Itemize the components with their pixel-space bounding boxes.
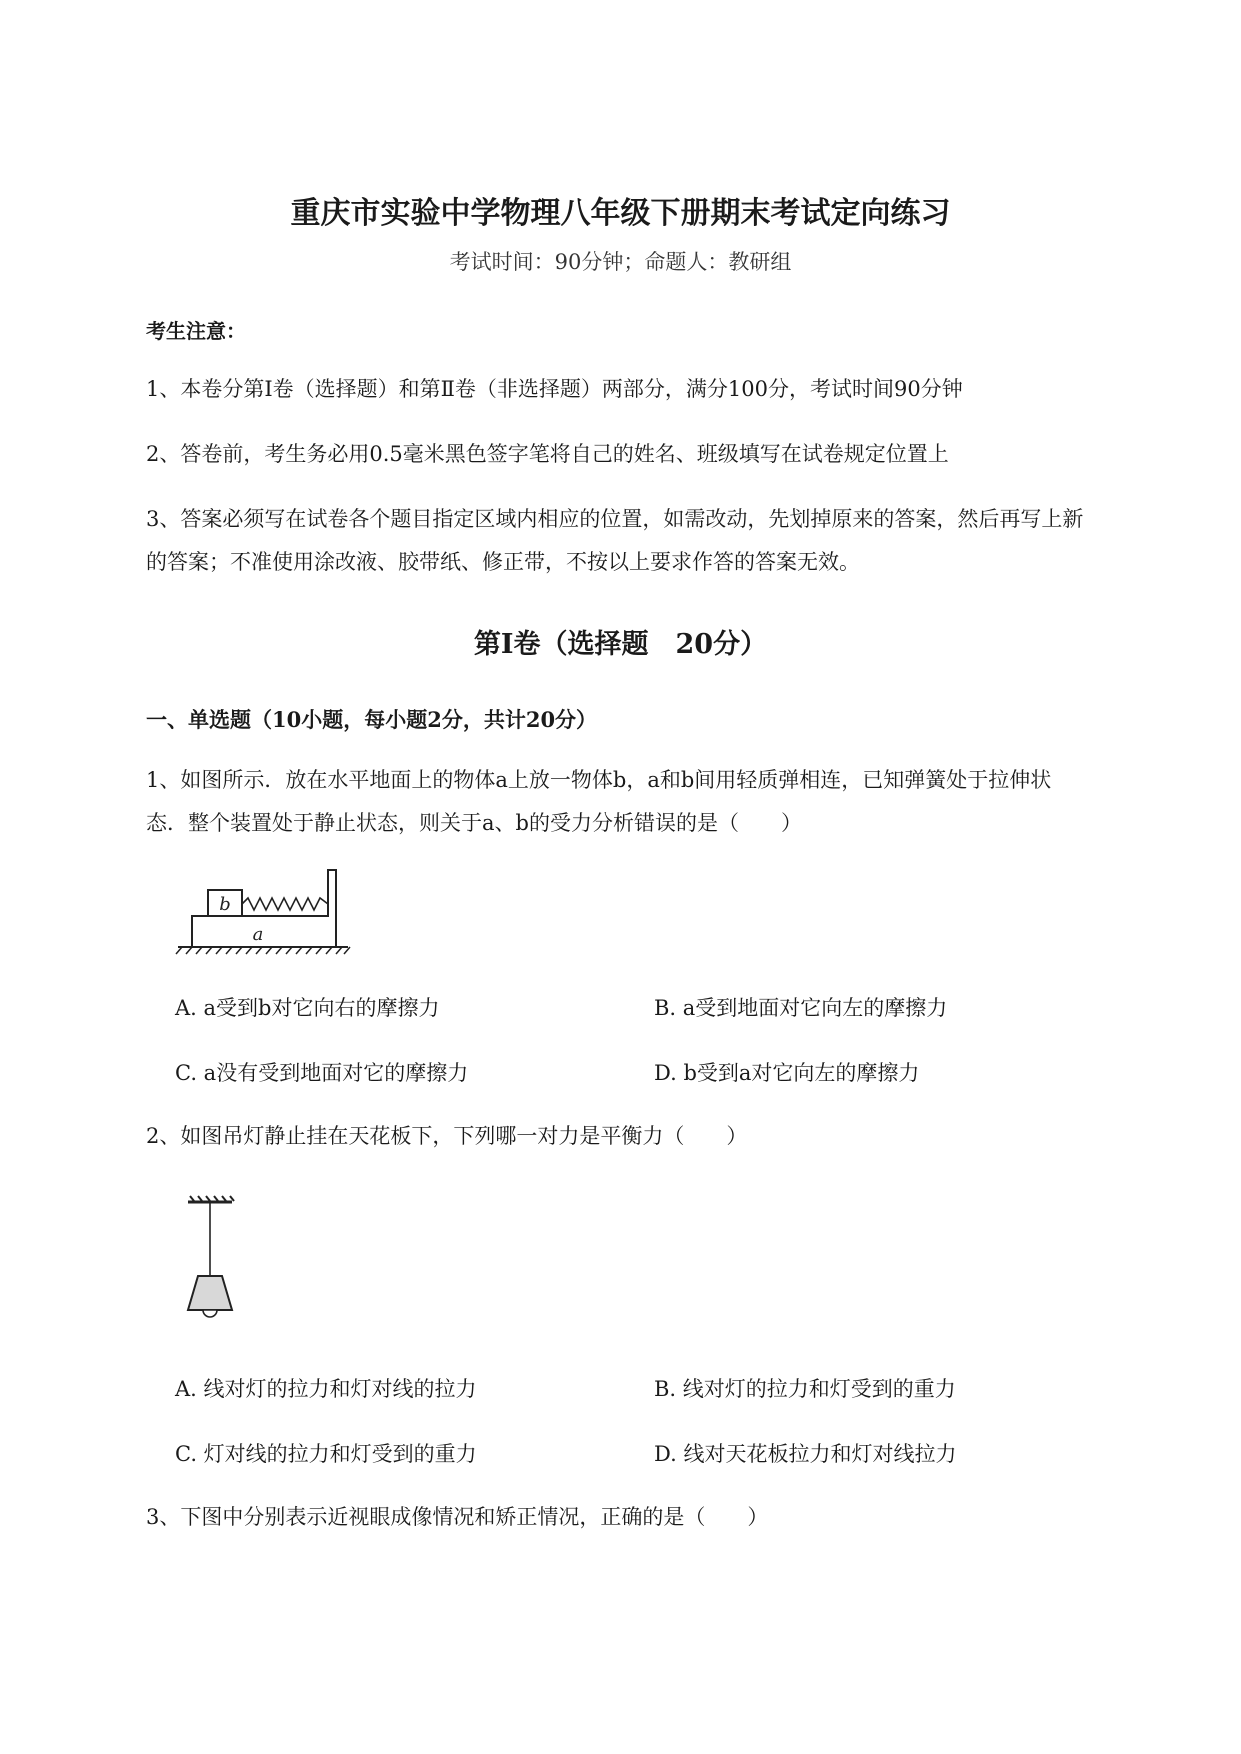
question-2-option-b[interactable]: B. 线对灯的拉力和灯受到的重力 xyxy=(654,1377,956,1401)
question-2-stem: 2、如图吊灯静止挂在天花板下，下列哪一对力是平衡力（ ） xyxy=(146,1124,748,1148)
block-b-label: b xyxy=(219,894,231,915)
exam-title: 重庆市实验中学物理八年级下册期末考试定向练习 xyxy=(290,196,951,231)
exam-subtitle: 考试时间：90分钟；命题人：教研组 xyxy=(449,250,792,274)
question-3-stem: 3、下图中分别表示近视眼成像情况和矫正情况，正确的是（ ） xyxy=(146,1505,769,1529)
question-1-option-a[interactable]: A. a受到b对它向右的摩擦力 xyxy=(175,996,440,1020)
question-1-stem: 1、如图所示．放在水平地面上的物体a上放一物体b，a和b间用轻质弹相连，已知弹簧处于拉伸状 xyxy=(146,768,1052,792)
question-2-option-c[interactable]: C. 灯对线的拉力和灯受到的重力 xyxy=(175,1442,477,1466)
ceiling-hatching xyxy=(190,1196,234,1201)
question-2-option-a[interactable]: A. 线对灯的拉力和灯对线的拉力 xyxy=(175,1377,477,1401)
block-spring-figure xyxy=(168,862,368,972)
spring xyxy=(242,898,328,910)
notice-item: 2、答卷前，考生务必用0.5毫米黑色签字笔将自己的姓名、班级填写在试卷规定位置上 xyxy=(146,442,949,466)
notice-item: 1、本卷分第I卷（选择题）和第Ⅱ卷（非选择题）两部分，满分100分，考试时间90分钟 xyxy=(146,377,963,401)
ground-hatching xyxy=(176,947,350,954)
question-1-option-b[interactable]: B. a受到地面对它向左的摩擦力 xyxy=(654,996,948,1020)
question-1-stem: 态．整个装置处于静止状态，则关于a、b的受力分析错误的是（ ） xyxy=(146,811,802,835)
block-a-label: a xyxy=(252,924,264,945)
lamp-bulb xyxy=(203,1310,217,1317)
question-1-option-d[interactable]: D. b受到a对它向左的摩擦力 xyxy=(654,1061,920,1085)
hanging-lamp-figure xyxy=(172,1196,252,1336)
question-2-option-d[interactable]: D. 线对天花板拉力和灯对线拉力 xyxy=(654,1442,957,1466)
notice-item: 3、答案必须写在试卷各个题目指定区域内相应的位置，如需改动，先划掉原来的答案，然后再写上新 xyxy=(146,507,1084,531)
notice-item: 的答案；不准使用涂改液、胶带纸、修正带，不按以上要求作答的答案无效。 xyxy=(146,550,860,574)
part-heading: 一、单选题（10小题，每小题2分，共计20分） xyxy=(146,707,598,732)
section-title: 第I卷（选择题 20分） xyxy=(473,629,768,660)
question-1-option-c[interactable]: C. a没有受到地面对它的摩擦力 xyxy=(175,1061,469,1085)
lamp-shade xyxy=(188,1276,232,1310)
notice-heading: 考生注意： xyxy=(146,319,246,343)
